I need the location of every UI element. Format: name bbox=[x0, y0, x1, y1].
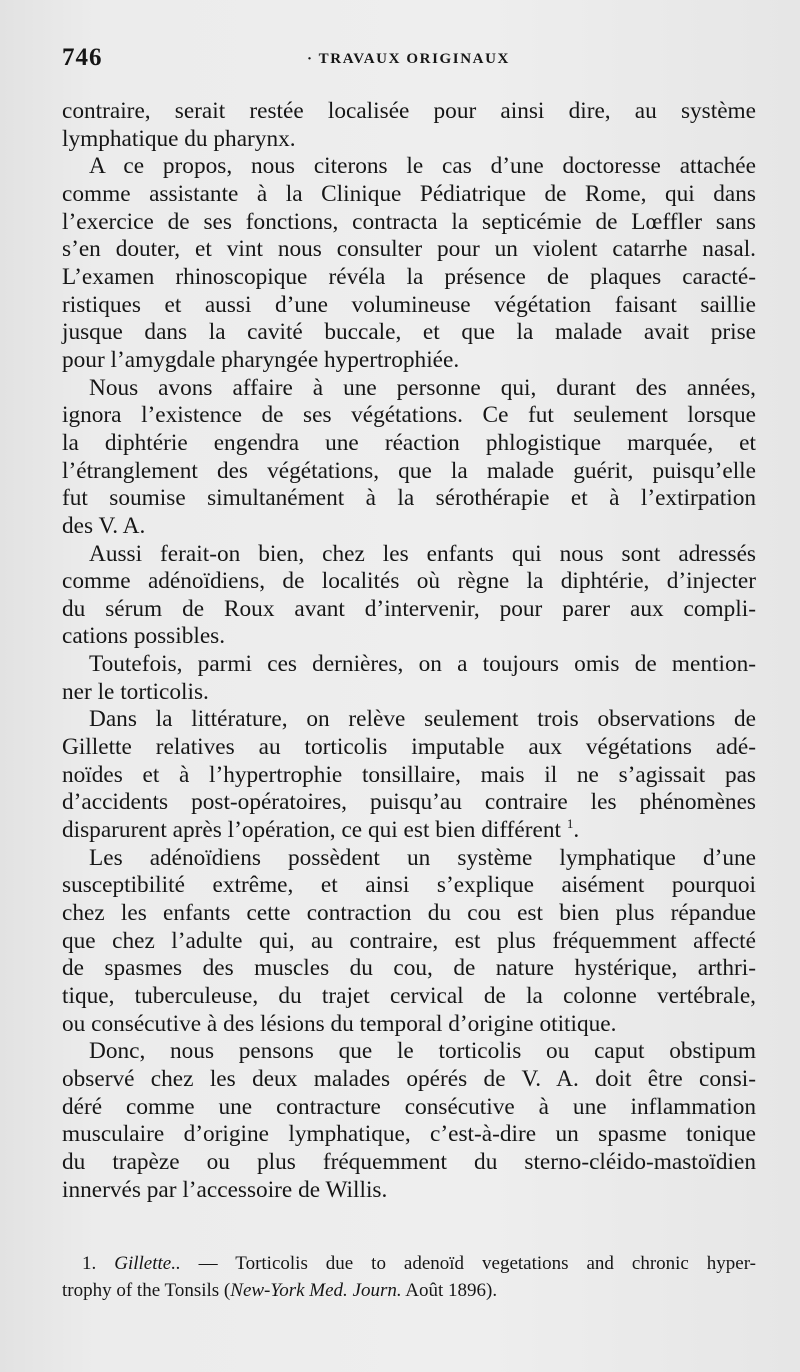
text-line: susceptibilité extrême, et ainsi s’explique aisément pourquoi bbox=[62, 872, 756, 899]
text-line: pour l’amygdale pharyngée hypertrophiée. bbox=[62, 346, 460, 373]
text-line: jusque dans la cavité buccale, et que la malade avait prise bbox=[62, 319, 756, 346]
text-line: musculaire d’origine lymphatique, c’est-à-dire un spasme tonique bbox=[62, 1121, 756, 1148]
text-line: ou consécutive à des lésions du temporal d’origine otitique. bbox=[62, 1010, 617, 1037]
text-line: observé chez les deux malades opérés de V. A. doit être consi- bbox=[62, 1065, 756, 1092]
text-line: cations possibles. bbox=[62, 623, 226, 650]
text-line: comme adénoïdiens, de localités où règne la diphtérie, d’injecter bbox=[62, 568, 756, 595]
footnote-title: — Torticolis due to adenoïd vegetations and chronic hyper- bbox=[198, 1253, 757, 1274]
text-line: Nous avons affaire à une personne qui, durant des années, bbox=[89, 374, 756, 401]
text-line: tique, tuberculeuse, du trajet cervical de la colonne vertébrale, bbox=[62, 983, 756, 1009]
text-line: déré comme une contracture consécutive à une inflammation bbox=[62, 1093, 756, 1120]
text-line: Aussi ferait-on bien, chez les enfants qui nous sont adressés bbox=[89, 540, 756, 567]
running-title: · TRAVAUX ORIGINAUX bbox=[307, 51, 510, 67]
text-line: innervés par l’accessoire de Willis. bbox=[62, 1176, 388, 1203]
text-line: Dans la littérature, on relève seulement trois observations de bbox=[89, 706, 756, 733]
sentence-end: . bbox=[573, 817, 580, 844]
text-line: Les adénoïdiens possèdent un système lymphatique d’une bbox=[89, 844, 756, 871]
text-line: que chez l’adulte qui, au contraire, est plus fréquemment affecté bbox=[62, 927, 756, 954]
footnote-line bbox=[62, 1277, 756, 1304]
text-line: la diphtérie engendra une réaction phlogistique marquée, et bbox=[62, 429, 756, 456]
text-line: l’étranglement des végétations, que la malade guérit, puisqu’elle bbox=[62, 457, 756, 484]
text-line: Toutefois, parmi ces dernières, on a toujours omis de mention- bbox=[89, 651, 756, 678]
footnote-line bbox=[62, 1250, 756, 1277]
text-line: l’exercice de ses fonctions, contracta la septicémie de Lœffler sans bbox=[62, 208, 756, 235]
text-line: du trapèze ou plus fréquemment du sterno-cléido-mastoïdien bbox=[62, 1148, 756, 1175]
text-line: d’accidents post-opératoires, puisqu’au contraire les phénomènes bbox=[62, 789, 756, 816]
footnote-number: 1. bbox=[82, 1253, 97, 1274]
text-line: chez les enfants cette contraction du cou est bien plus répandue bbox=[62, 900, 756, 927]
text-line: ignora l’existence de ses végétations. Ce fut seulement lorsque bbox=[62, 402, 756, 429]
footnote-date: Août 1896). bbox=[401, 1280, 498, 1301]
text-line-content: disparurent après l’opération, ce qui est bien différent bbox=[62, 817, 561, 844]
text-line: fut soumise simultanément à la sérothérapie et à l’extirpation bbox=[62, 485, 756, 512]
text-line: Gillette relatives au torticolis imputable aux végétations adé- bbox=[62, 734, 756, 761]
text-line: de spasmes des muscles du cou, de nature hystérique, arthri- bbox=[62, 955, 756, 982]
text-line: comme assistante à la Clinique Pédiatrique de Rome, qui dans bbox=[62, 180, 756, 207]
text-line: Donc, nous pensons que le torticolis ou caput obstipum bbox=[89, 1038, 756, 1065]
footnote-title-end: trophy of the Tonsils ( bbox=[62, 1280, 231, 1301]
text-line bbox=[62, 817, 756, 845]
text-line: du sérum de Roux avant d’intervenir, pour parer aux compli- bbox=[62, 595, 756, 622]
text-line: contraire, serait restée localisée pour ainsi dire, au système bbox=[62, 98, 756, 124]
footnote-journal: New-York Med. Journ. bbox=[230, 1280, 402, 1301]
text-line: A ce propos, nous citerons le cas d’une doctoresse attachée bbox=[89, 153, 756, 180]
text-line: ner le torticolis. bbox=[62, 678, 209, 705]
page-header bbox=[62, 44, 760, 76]
text-line: noïdes et à l’hypertrophie tonsillaire, mais il ne s’agissait pas bbox=[62, 761, 756, 788]
text-line: des V. A. bbox=[62, 512, 146, 539]
text-line: lymphatique du pharynx. bbox=[62, 125, 296, 152]
text-line: ristiques et aussi d’une volumineuse végétation faisant saillie bbox=[62, 291, 756, 318]
footnote bbox=[62, 1250, 756, 1304]
body-text bbox=[62, 98, 756, 1204]
text-line: L’examen rhinoscopique révéla la présence de plaques caracté- bbox=[62, 263, 756, 290]
footnote-reference: 1 bbox=[566, 816, 574, 832]
text-line: s’en douter, et vint nous consulter pour un violent catarrhe nasal. bbox=[62, 236, 756, 263]
footnote-author: Gillette.. bbox=[114, 1253, 181, 1274]
page-number: 746 bbox=[62, 44, 103, 71]
